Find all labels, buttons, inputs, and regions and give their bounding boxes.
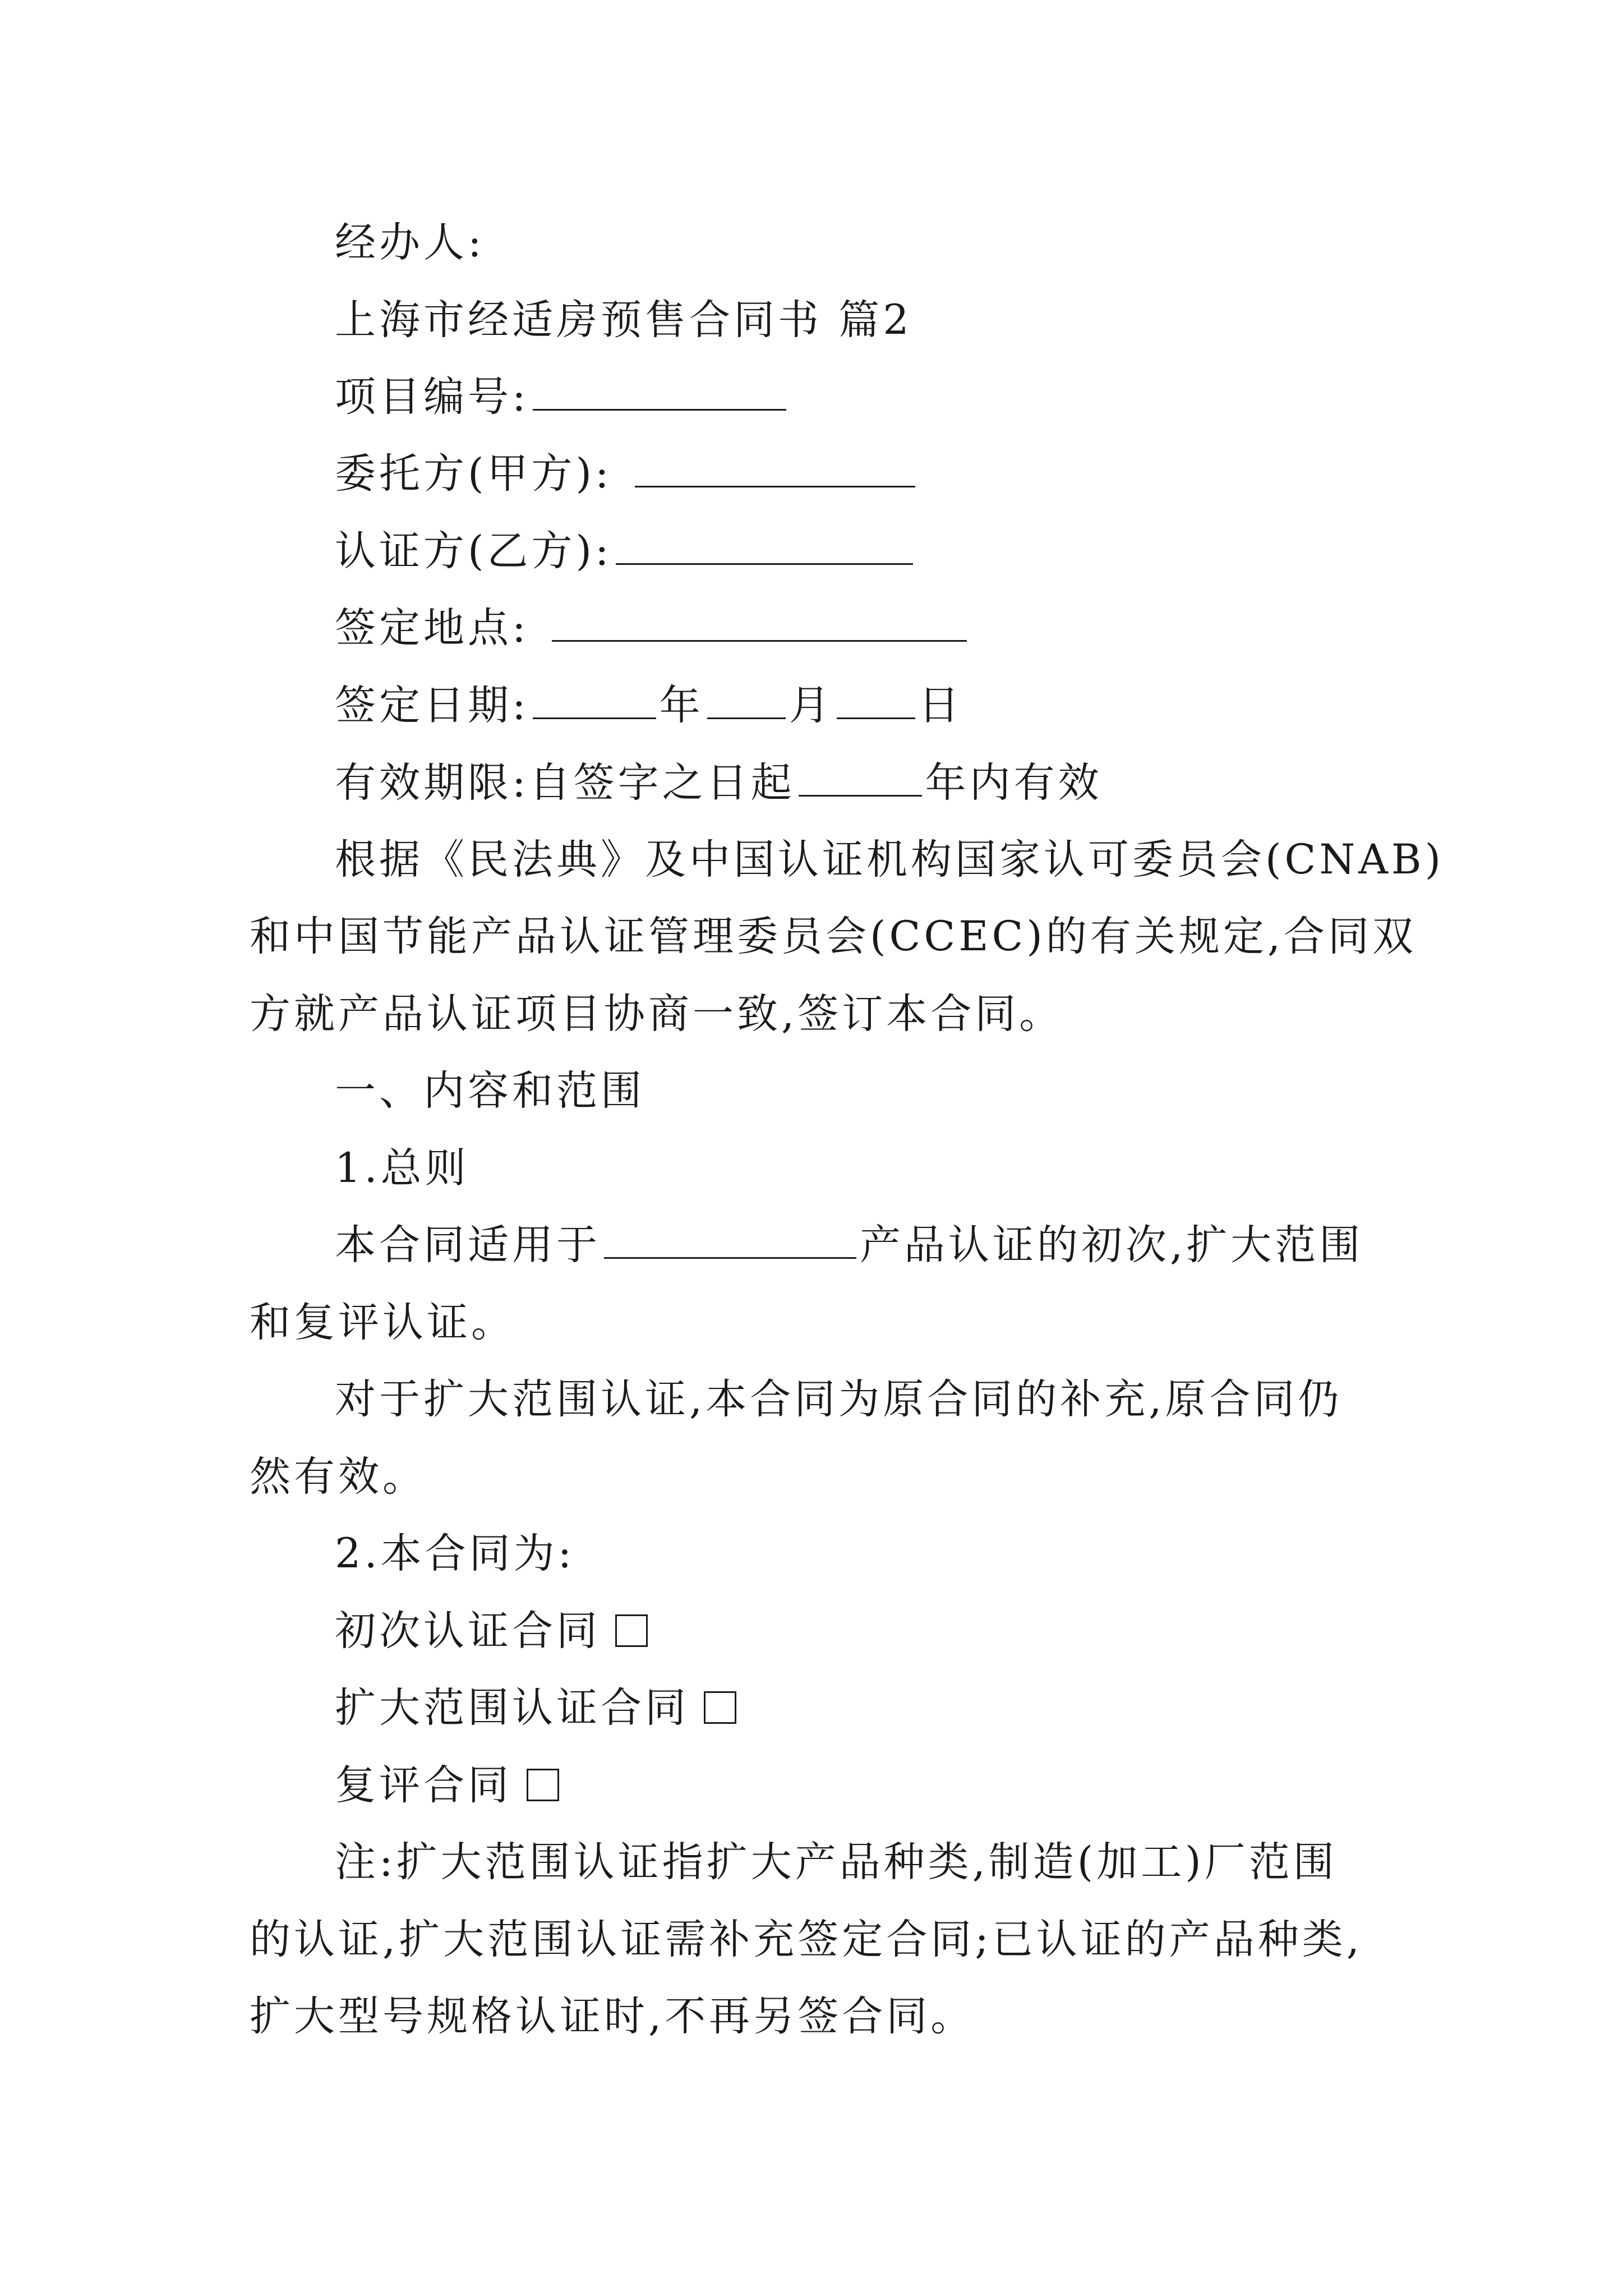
product-blank[interactable] <box>604 1219 856 1259</box>
sign-place-line <box>335 600 970 656</box>
section-title: 上海市经适房预售合同书 篇2 <box>335 296 912 344</box>
sign-date-label: 签定日期: <box>335 682 529 729</box>
option-extended: 扩大范围认证合同 <box>335 1680 736 1736</box>
sign-date-line: 签定日期: 年 月 日 <box>335 678 963 734</box>
project-no-line <box>335 369 790 425</box>
heading-contract-type: 2.本合同为: <box>335 1530 575 1577</box>
note-line1: 注:扩大范围认证指扩大产品种类,制造(加工)厂范围 <box>335 1838 1338 1886</box>
review-checkbox[interactable] <box>527 1769 559 1801</box>
handler-label: 经办人: <box>335 219 485 266</box>
paragraph-applicable-line2: 和复评认证。 <box>250 1299 515 1346</box>
month-blank[interactable] <box>707 679 786 719</box>
initial-checkbox[interactable] <box>615 1614 648 1647</box>
certifier-label: 认证方(乙方): <box>335 527 612 575</box>
option-initial: 初次认证合同 <box>335 1603 648 1659</box>
sign-place-label: 签定地点: <box>335 604 529 652</box>
heading-general: 1.总则 <box>335 1144 469 1192</box>
certifier-line <box>335 523 916 579</box>
certifier-blank[interactable] <box>616 525 913 565</box>
note-line3: 扩大型号规格认证时,不再另签合同。 <box>250 1993 975 2040</box>
sign-place-blank[interactable] <box>552 602 967 642</box>
validity-years-blank[interactable] <box>799 757 922 797</box>
paragraph-basis-line2: 和中国节能产品认证管理委员会(CCEC)的有关规定,合同双 <box>250 913 1417 960</box>
client-blank[interactable] <box>635 448 915 487</box>
validity-line: 有效期限:自签字之日起 年内有效 <box>335 755 1103 811</box>
client-label: 委托方(甲方): <box>335 450 612 498</box>
paragraph-applicable-line1: 本合同适用于 产品认证的初次,扩大范围 <box>335 1217 1363 1273</box>
note-line2: 的认证,扩大范围认证需补充签定合同;已认证的产品种类, <box>250 1916 1363 1963</box>
option-review: 复评合同 <box>335 1757 559 1814</box>
year-blank[interactable] <box>533 679 656 719</box>
paragraph-basis-line1: 根据《民法典》及中国认证机构国家认可委员会(CNAB) <box>335 836 1445 884</box>
paragraph-basis-line3: 方就产品认证项目协商一致,签订本合同。 <box>250 990 1064 1038</box>
client-line <box>335 446 919 502</box>
paragraph-supplement-line2: 然有效。 <box>250 1453 427 1501</box>
handler-line <box>335 215 485 271</box>
day-blank[interactable] <box>837 679 915 719</box>
heading-content-scope: 一、内容和范围 <box>335 1067 645 1115</box>
extended-checkbox[interactable] <box>704 1691 736 1724</box>
paragraph-supplement-line1: 对于扩大范围认证,本合同为原合同的补充,原合同仍 <box>335 1375 1343 1423</box>
project-no-label: 项目编号: <box>335 373 529 421</box>
project-no-blank[interactable] <box>533 371 786 411</box>
